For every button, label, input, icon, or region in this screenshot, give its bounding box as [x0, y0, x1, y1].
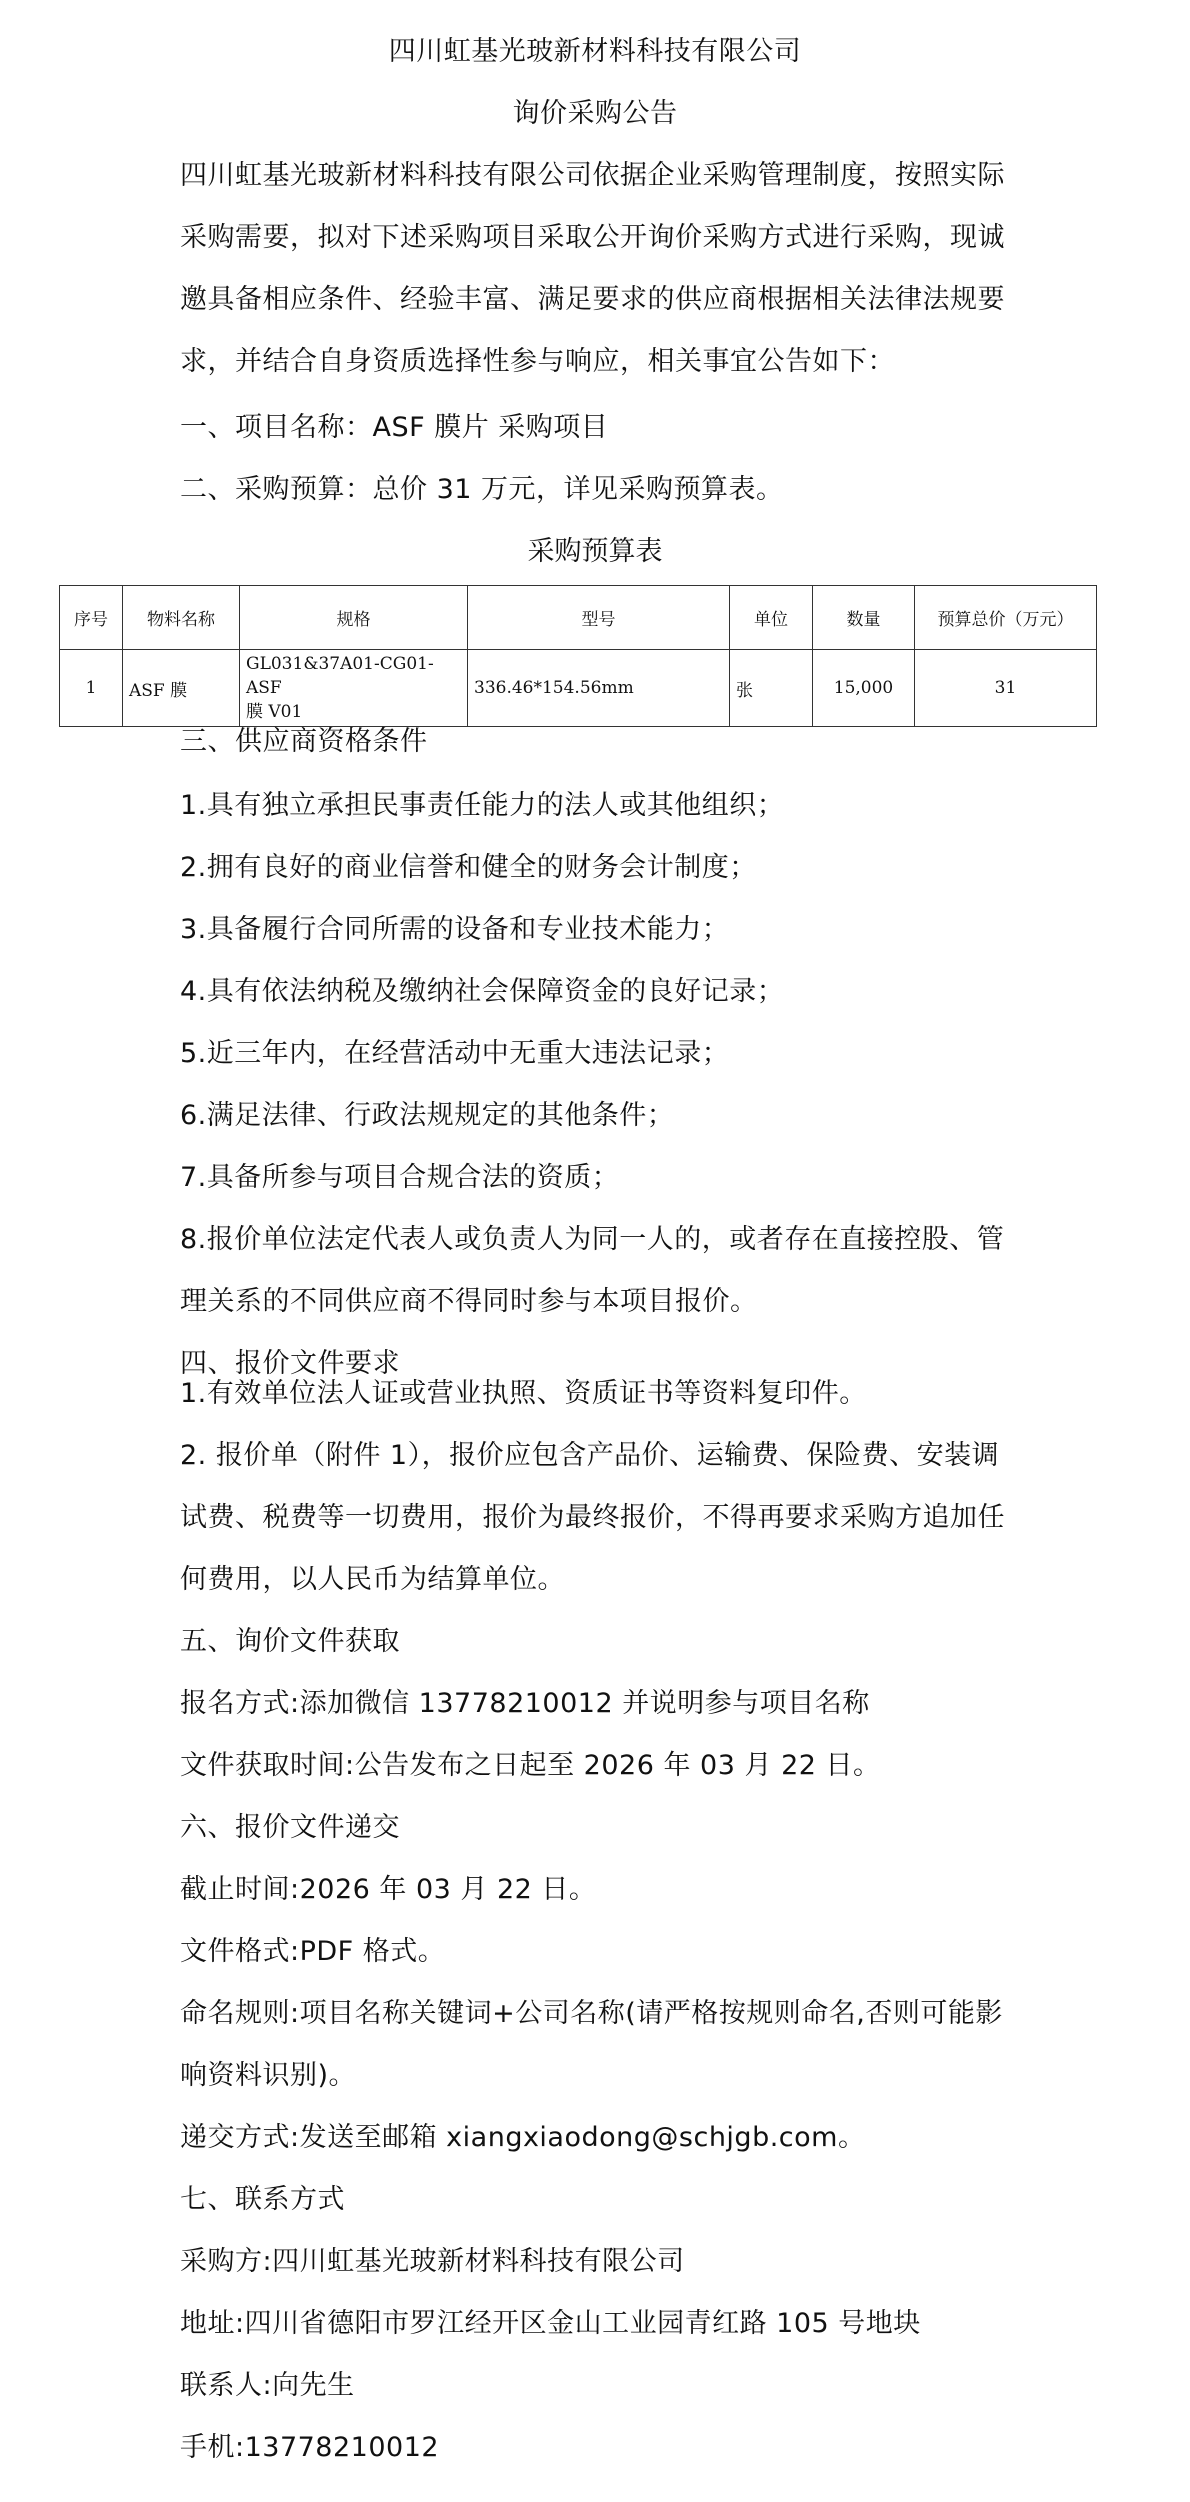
qualification-heading: 三、供应商资格条件	[180, 726, 428, 757]
budget-heading: 二、采购预算：总价 31 万元，详见采购预算表。	[180, 474, 784, 505]
header-cell: 数量	[813, 586, 915, 650]
header-cell: 预算总价（万元）	[915, 586, 1097, 650]
submission-item: 命名规则:项目名称关键词+公司名称(请严格按规则命名,否则可能影	[180, 1998, 1003, 2029]
budget-table	[59, 585, 1097, 727]
table-row	[60, 650, 1097, 727]
contact-item: 地址:四川省德阳市罗江经开区金山工业园青红路 105 号地块	[180, 2308, 921, 2339]
qualification-item: 2.拥有良好的商业信誉和健全的财务会计制度；	[180, 852, 757, 883]
contact-item: 联系人:向先生	[180, 2370, 355, 2401]
cell-no: 1	[60, 650, 123, 727]
contact-item: 采购方:四川虹基光玻新材料科技有限公司	[180, 2246, 685, 2277]
header-cell: 序号	[60, 586, 123, 650]
quote-requirement-item: 1.有效单位法人证或营业执照、资质证书等资料复印件。	[180, 1378, 867, 1409]
cell-model: 336.46*154.56mm	[468, 650, 730, 727]
project-name-heading: 一、项目名称：ASF 膜片 采购项目	[180, 412, 609, 443]
qualification-item: 8.报价单位法定代表人或负责人为同一人的，或者存在直接控股、管	[180, 1224, 1005, 1255]
qualification-item: 7.具备所参与项目合规合法的资质；	[180, 1162, 620, 1193]
qualification-item: 理关系的不同供应商不得同时参与本项目报价。	[180, 1286, 758, 1317]
document-title: 询价采购公告	[512, 98, 678, 129]
contact-heading: 七、联系方式	[180, 2184, 345, 2215]
submission-item: 截止时间:2026 年 03 月 22 日。	[180, 1874, 597, 1905]
header-cell: 型号	[468, 586, 730, 650]
document-acquisition-heading: 五、询价文件获取	[180, 1626, 400, 1657]
cell-quantity: 15,000	[813, 650, 915, 727]
budget-table-caption: 采购预算表	[527, 536, 663, 567]
cell-unit: 张	[730, 650, 813, 727]
submission-item: 响资料识别)。	[180, 2060, 357, 2091]
quote-requirement-item: 试费、税费等一切费用，报价为最终报价，不得再要求采购方追加任	[180, 1502, 1005, 1533]
cell-spec	[240, 650, 468, 727]
cell-material-name: ASF 膜	[123, 650, 240, 727]
cell-total: 31	[915, 650, 1097, 727]
qualification-item: 6.满足法律、行政法规规定的其他条件；	[180, 1100, 675, 1131]
spec-line: GL031&37A01-CG01-ASF	[246, 654, 434, 698]
acquisition-item: 报名方式:添加微信 13778210012 并说明参与项目名称	[180, 1688, 870, 1719]
quote-requirement-item: 何费用，以人民币为结算单位。	[180, 1564, 565, 1595]
table-header-row	[60, 586, 1097, 650]
submission-item: 文件格式:PDF 格式。	[180, 1936, 446, 1967]
submission-item: 递交方式:发送至邮箱 xiangxiaodong@schjgb.com。	[180, 2122, 866, 2153]
header-cell: 物料名称	[123, 586, 240, 650]
intro-line: 采购需要，拟对下述采购项目采取公开询价采购方式进行采购，现诚	[180, 222, 1005, 253]
header-cell: 单位	[730, 586, 813, 650]
intro-line: 求，并结合自身资质选择性参与响应，相关事宜公告如下：	[180, 346, 895, 377]
qualification-item: 5.近三年内，在经营活动中无重大违法记录；	[180, 1038, 730, 1069]
quote-requirement-item: 2. 报价单（附件 1），报价应包含产品价、运输费、保险费、安装调	[180, 1440, 1000, 1471]
spec-line: 膜 V01	[246, 702, 303, 722]
submission-heading: 六、报价文件递交	[180, 1812, 400, 1843]
intro-line: 邀具备相应条件、经验丰富、满足要求的供应商根据相关法律法规要	[180, 284, 1005, 315]
intro-line: 四川虹基光玻新材料科技有限公司依据企业采购管理制度，按照实际	[180, 160, 1005, 191]
company-title: 四川虹基光玻新材料科技有限公司	[388, 36, 802, 67]
quote-requirements-heading: 四、报价文件要求	[180, 1348, 400, 1379]
acquisition-item: 文件获取时间:公告发布之日起至 2026 年 03 月 22 日。	[180, 1750, 881, 1781]
qualification-item: 4.具有依法纳税及缴纳社会保障资金的良好记录；	[180, 976, 785, 1007]
qualification-item: 1.具有独立承担民事责任能力的法人或其他组织；	[180, 790, 785, 821]
contact-item: 手机:13778210012	[180, 2432, 440, 2463]
header-cell: 规格	[240, 586, 468, 650]
qualification-item: 3.具备履行合同所需的设备和专业技术能力；	[180, 914, 730, 945]
